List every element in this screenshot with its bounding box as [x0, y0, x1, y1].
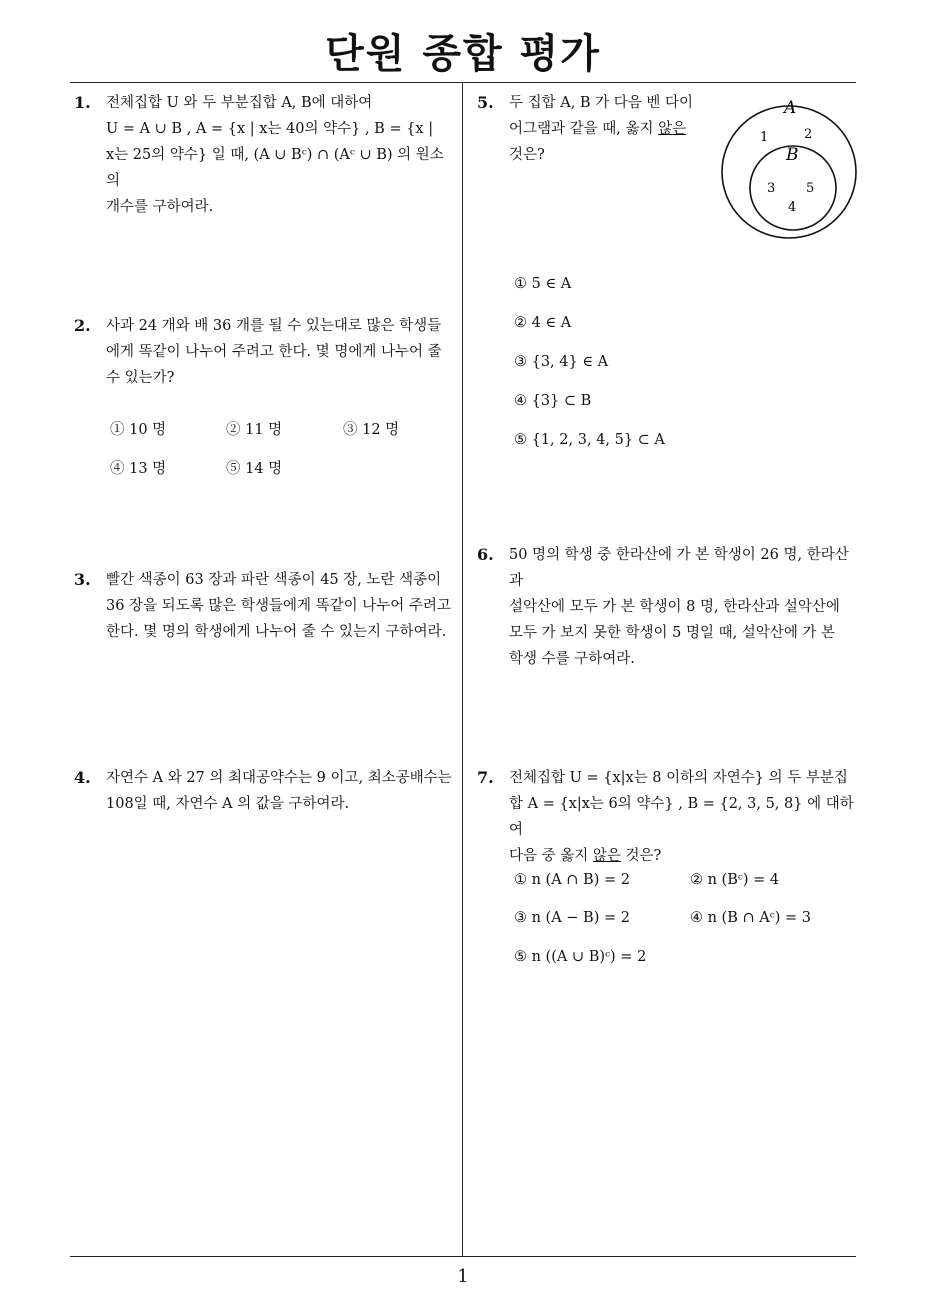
- question-text-line: 다음 중 옳지: [509, 848, 589, 864]
- question-number: 7.: [477, 768, 494, 787]
- question-text-line: 108일 때, 자연수 A 의 값을 구하여라.: [106, 796, 350, 812]
- question-text-line: 36 장을 되도록 많은 학생들에게 똑같이 나누어 주려고: [106, 598, 451, 614]
- answer-option[interactable]: ⑤ {1, 2, 3, 4, 5} ⊂ A: [514, 432, 665, 448]
- venn-element: 4: [788, 200, 797, 215]
- question-text-line: U = A ∪ B , A = {x | x는 40의 약수} , B = {x |: [106, 121, 434, 137]
- question-text-line: 빨간 색종이 63 장과 파란 색종이 45 장, 노란 색종이: [106, 572, 442, 588]
- set-b-label: B: [786, 145, 799, 165]
- answer-option[interactable]: ③ {3, 4} ∈ A: [514, 354, 609, 370]
- answer-option[interactable]: ② n (Bᶜ) = 4: [690, 872, 780, 888]
- answer-option[interactable]: ① 5 ∈ A: [514, 276, 572, 292]
- top-rule: [70, 82, 856, 83]
- venn-element: 2: [804, 127, 813, 142]
- question-text-line: 것은?: [625, 848, 662, 864]
- question-text-line: 합 A = {x|x는 6의 약수} , B = {2, 3, 5, 8} 에 대하여: [509, 796, 854, 838]
- question-text-line: 한다. 몇 명의 학생에게 나누어 줄 수 있는지 구하여라.: [106, 624, 447, 640]
- set-a-label: A: [784, 98, 797, 118]
- question-text-line: 사과 24 개와 배 36 개를 될 수 있는대로 많은 학생들: [106, 318, 442, 334]
- question-text-line: 전체집합 U 와 두 부분집합 A, B에 대하여: [106, 95, 373, 111]
- question-text-line: 설악산에 모두 가 본 학생이 8 명, 한라산과 설악산에: [509, 599, 840, 615]
- question-number: 4.: [74, 768, 91, 787]
- answer-option[interactable]: ② 11 명: [226, 422, 283, 438]
- venn-element: 5: [806, 181, 815, 196]
- question-text-line: 수 있는가?: [106, 370, 175, 386]
- question-text-line: 50 명의 학생 중 한라산에 가 본 학생이 26 명, 한라산과: [509, 547, 849, 589]
- underlined-word: 않은: [592, 848, 621, 864]
- answer-option[interactable]: ③ n (A − B) = 2: [514, 910, 630, 926]
- question-text-line: 자연수 A 와 27 의 최대공약수는 9 이고, 최소공배수는: [106, 770, 452, 786]
- venn-element: 1: [760, 130, 769, 145]
- answer-option[interactable]: ③ 12 명: [343, 422, 400, 438]
- question-text-line: 전체집합 U = {x|x는 8 이하의 자연수} 의 두 부분집: [509, 770, 848, 786]
- question-text-line: 개수를 구하여라.: [106, 199, 214, 215]
- answer-option[interactable]: ④ {3} ⊂ B: [514, 393, 592, 409]
- question-number: 5.: [477, 93, 494, 112]
- page-title: 단원 종합 평가: [325, 31, 601, 77]
- set-a-circle: [722, 106, 856, 238]
- question-number: 2.: [74, 316, 91, 335]
- answer-option[interactable]: ① n (A ∩ B) = 2: [514, 872, 630, 888]
- answer-option[interactable]: ④ 13 명: [110, 461, 167, 477]
- question-text-line: 두 집합 A, B 가 다음 벤 다이: [509, 95, 694, 111]
- answer-option[interactable]: ⑤ 14 명: [226, 461, 283, 477]
- answer-option[interactable]: ② 4 ∈ A: [514, 315, 572, 331]
- question-text-line: 에게 똑같이 나누어 주려고 한다. 몇 명에게 나누어 줄: [106, 344, 442, 360]
- answer-option[interactable]: ④ n (B ∩ Aᶜ) = 3: [690, 910, 811, 926]
- question-text-line: 모두 가 보지 못한 학생이 5 명일 때, 설악산에 가 본: [509, 625, 836, 641]
- answer-option[interactable]: ① 10 명: [110, 422, 167, 438]
- bottom-rule: [70, 1256, 856, 1257]
- page-number: 1: [457, 1266, 469, 1287]
- question-number: 3.: [74, 570, 91, 589]
- question-text-line: 학생 수를 구하여라.: [509, 651, 635, 667]
- question-text-line: 어그램과 같을 때, 옳지: [509, 121, 654, 137]
- answer-option[interactable]: ⑤ n ((A ∪ B)ᶜ) = 2: [514, 949, 647, 965]
- question-text-line: 것은?: [509, 147, 545, 163]
- underlined-word: 않은: [658, 121, 687, 137]
- column-divider: [462, 83, 463, 1256]
- venn-diagram: [718, 94, 863, 242]
- venn-element: 3: [767, 181, 776, 196]
- question-number: 1.: [74, 93, 91, 112]
- question-number: 6.: [477, 545, 494, 564]
- question-text-line: x는 25의 약수} 일 때, (A ∪ Bᶜ) ∩ (Aᶜ ∪ B) 의 원소의: [106, 147, 444, 189]
